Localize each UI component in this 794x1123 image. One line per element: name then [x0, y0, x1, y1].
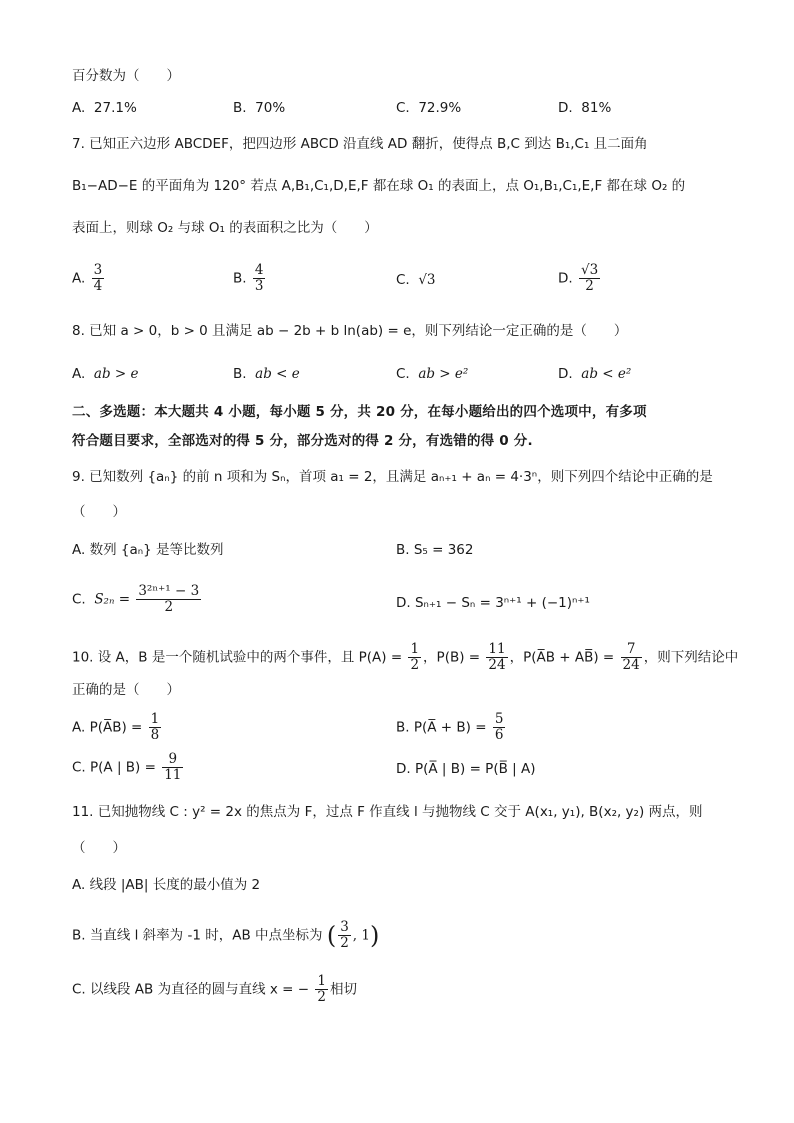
q11-line-2: （ ）	[72, 840, 126, 856]
q11-option-b-close-paren: )	[369, 921, 380, 950]
q10-option-a-den: 8	[150, 727, 160, 743]
q10-pa-den: 2	[410, 657, 420, 673]
q10-option-a	[72, 712, 163, 743]
q6-option-b-text: 70%	[255, 100, 286, 116]
q6-tail: 百分数为（ ）	[72, 68, 180, 84]
q6-option-c	[396, 98, 461, 118]
q7-option-a-num: 3	[93, 262, 103, 278]
q8-option-d-text: ab < e²	[581, 366, 632, 382]
q7-option-b	[233, 263, 267, 294]
section-2-heading-line-1: 二、多选题：本大题共 4 小题，每小题 5 分，共 20 分，在每小题给出的四个选项中，有多项	[72, 404, 647, 420]
q10-pc-fraction	[621, 642, 642, 673]
q9-option-c-lhs: S₂ₙ =	[94, 591, 131, 608]
q7-option-d-num: √3	[580, 262, 599, 278]
q10-pb-fraction	[486, 642, 507, 673]
q11-option-b-num: 3	[340, 919, 349, 935]
q8-option-a	[72, 364, 138, 384]
q11-option-c-fraction	[315, 974, 328, 1005]
q10-option-b-fraction	[493, 712, 506, 743]
q10-pc-num: 7	[621, 642, 642, 658]
q11-option-b-den: 2	[340, 935, 349, 951]
q8-option-b-text: ab < e	[255, 366, 300, 382]
q7-option-a-den: 4	[93, 278, 103, 294]
q6-option-a-text: 27.1%	[93, 100, 137, 116]
q7-option-c	[396, 270, 436, 290]
q7-line-3: 表面上，则球 O₂ 与球 O₁ 的表面积之比为（ ）	[72, 220, 378, 236]
q7-option-b-den: 3	[254, 278, 264, 294]
q9-option-c-fraction	[136, 584, 201, 615]
q6-option-b-label: B.	[233, 100, 247, 116]
q9-option-c-label: C.	[72, 591, 86, 608]
q6-option-c-text: 72.9%	[418, 100, 462, 116]
q7-option-b-num: 4	[254, 262, 264, 278]
q10-option-a-fraction	[149, 712, 162, 743]
q10-line-1-part-c: ，P(A̅B + AB̅) =	[509, 649, 615, 666]
q10-option-b-num: 5	[494, 711, 504, 727]
q8-option-c-text: ab > e²	[418, 366, 469, 382]
q10-line-1-part-a: 10. 设 A，B 是一个随机试验中的两个事件，且 P(A) =	[72, 649, 403, 666]
q9-option-c-num: 3²ⁿ⁺¹ − 3	[138, 583, 200, 599]
q11-line-1: 11. 已知抛物线 C : y² = 2x 的焦点为 F，过点 F 作直线 l 与抛物线 C 交于 A(x₁, y₁), B(x₂, y₂) 两点，则	[72, 804, 703, 820]
q11-option-c-tail: 相切	[329, 981, 357, 998]
q6-option-a	[72, 98, 137, 118]
q8-option-b-label: B.	[233, 366, 247, 382]
q11-option-a: A. 线段 |AB| 长度的最小值为 2	[72, 877, 261, 893]
q10-pa-fraction	[408, 642, 421, 673]
q9-option-b: B. S₅ = 362	[396, 542, 474, 558]
q10-option-b-text: B. P(A̅ + B) =	[396, 719, 487, 736]
q10-line-1	[72, 642, 738, 673]
q10-option-c-fraction	[162, 752, 183, 783]
q10-option-c-num: 9	[162, 752, 183, 768]
q6-option-d-text: 81%	[581, 100, 612, 116]
q7-option-a-fraction	[92, 263, 105, 294]
q11-option-b-text: B. 当直线 l 斜率为 -1 时，AB 中点坐标为	[72, 927, 323, 944]
q10-option-d: D. P(A̅ | B) = P(B̅ | A)	[396, 761, 536, 777]
q7-line-1: 7. 已知正六边形 ABCDEF，把四边形 ABCD 沿直线 AD 翻折，使得点 B,C 到达 B₁,C₁ 且二面角	[72, 136, 648, 152]
q10-line-1-part-d: ，则下列结论中	[643, 649, 739, 666]
q11-option-c-num: 1	[317, 973, 326, 989]
q6-option-d-label: D.	[558, 100, 573, 116]
q6-option-b	[233, 98, 285, 118]
q7-option-b-fraction	[253, 263, 266, 294]
q7-option-b-label: B.	[233, 270, 247, 287]
q11-option-b	[72, 920, 379, 951]
q10-pb-num: 11	[488, 641, 506, 657]
q7-option-d-den: 2	[585, 278, 594, 294]
q9-option-c	[72, 584, 203, 615]
q7-option-d-label: D.	[558, 270, 573, 287]
q7-option-c-label: C.	[396, 272, 410, 288]
q10-option-c-text: C. P(A | B) =	[72, 759, 156, 776]
q8-option-a-text: ab > e	[93, 366, 139, 382]
q7-option-a-label: A.	[72, 270, 86, 287]
q9-option-c-den: 2	[164, 599, 174, 615]
q10-line-1-part-b: ，P(B) =	[423, 649, 481, 666]
q7-option-c-text: √3	[418, 272, 436, 288]
q9-option-a: A. 数列 {aₙ} 是等比数列	[72, 542, 224, 558]
q8-option-c	[396, 364, 468, 384]
section-2-heading-line-2: 符合题目要求，全部选对的得 5 分，部分选对的得 2 分，有选错的得 0 分.	[72, 433, 533, 449]
q10-option-c-den: 11	[164, 767, 182, 783]
q10-pc-den: 24	[622, 657, 640, 673]
q11-option-c-text: C. 以线段 AB 为直径的圆与直线 x = −	[72, 981, 310, 998]
q11-option-b-fraction	[338, 920, 351, 951]
q10-option-a-num: 1	[150, 711, 160, 727]
q10-option-b-den: 6	[494, 727, 504, 743]
q10-line-2: 正确的是（ ）	[72, 682, 180, 698]
q10-option-b	[396, 712, 507, 743]
q11-option-c-den: 2	[317, 989, 326, 1005]
q8-option-c-label: C.	[396, 366, 410, 382]
q7-option-a	[72, 263, 106, 294]
q6-option-c-label: C.	[396, 100, 410, 116]
q11-option-b-open-paren: (	[326, 921, 337, 950]
q11-option-b-tail: , 1	[352, 927, 370, 944]
q7-option-d-fraction	[579, 263, 600, 294]
q6-option-d	[558, 98, 611, 118]
q6-option-a-label: A.	[72, 100, 86, 116]
q9-line-2: （ ）	[72, 504, 126, 520]
q8-option-d-label: D.	[558, 366, 573, 382]
q8-option-d	[558, 364, 631, 384]
q8-option-b	[233, 364, 300, 384]
q10-pb-den: 24	[488, 657, 506, 673]
q11-option-c	[72, 974, 357, 1005]
q10-option-a-text: A. P(A̅B) =	[72, 719, 143, 736]
q8-line-1: 8. 已知 a > 0，b > 0 且满足 ab − 2b + b ln(ab) = e，则下列结论一定正确的是（ ）	[72, 323, 628, 339]
q9-line-1: 9. 已知数列 {aₙ} 的前 n 项和为 Sₙ，首项 a₁ = 2，且满足 aₙ₊₁ + aₙ = 4·3ⁿ，则下列四个结论中正确的是	[72, 469, 713, 485]
q7-line-2: B₁−AD−E 的平面角为 120° 若点 A,B₁,C₁,D,E,F 都在球 O₁ 的表面上，点 O₁,B₁,C₁,E,F 都在球 O₂ 的	[72, 178, 686, 194]
q8-option-a-label: A.	[72, 366, 86, 382]
q7-option-d	[558, 263, 602, 294]
q10-option-c	[72, 752, 185, 783]
q10-pa-num: 1	[410, 641, 420, 657]
q9-option-d: D. Sₙ₊₁ − Sₙ = 3ⁿ⁺¹ + (−1)ⁿ⁺¹	[396, 595, 590, 611]
